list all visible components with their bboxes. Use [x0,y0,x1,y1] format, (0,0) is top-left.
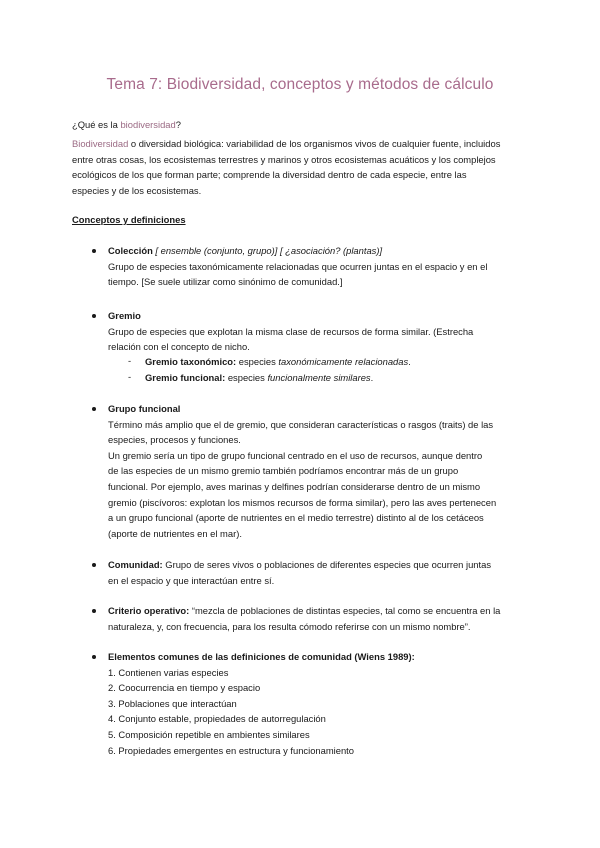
gremio-line-2: relación con el concepto de nicho. [108,341,250,353]
definition-line-1: o diversidad biológica: variabilidad de los organismos vivos de cualquier fuente, incluidos [128,138,501,149]
criterio-block [108,603,500,634]
gremio-sub-ital: taxonómicamente relacionadas [278,356,409,367]
grupo-funcional-block [108,401,496,541]
gremio-sub-label: Gremio taxonómico: [145,356,237,367]
grupo-funcional-line: de las especies de un mismo gremio también podríamos encontrar más de un grupo [108,465,459,477]
dash-marker: - [128,371,132,382]
coleccion-line-2: tiempo. [Se suele utilizar como sinónimo de comunidad.] [108,276,343,288]
bullet-dot [92,314,96,318]
criterio-label: Criterio operativo: [108,605,190,616]
gremio-block [108,308,473,355]
comunidad-label: Comunidad: [108,559,163,570]
definition-line-4: especies y de los ecosistemas. [72,184,202,196]
definition-line-3: ecológicos de los que forman parte; comprende la diversidad dentro de cada especie, entre las [72,169,467,181]
coleccion-label: Colección [108,245,153,256]
list-item: 3. Poblaciones que interactúan [108,697,237,709]
coleccion-block [108,243,487,290]
elementos-block [108,649,415,758]
coleccion-line-1: Grupo de especies taxonómicamente relacionadas que ocurren juntas en el espacio y en el [108,260,488,272]
gremio-sub-end: . [370,372,374,383]
comunidad-line-1: Grupo de seres vivos o poblaciones de diferentes especies que ocurren juntas [162,559,492,570]
gremio-sub-text: especies [225,372,268,383]
definition-paragraph [72,136,542,198]
comunidad-line-2: en el espacio y que interactúan entre sí. [108,574,275,586]
gremio-sub-end: . [408,356,411,367]
list-item: 2. Coocurrencia en tiempo y espacio [108,682,261,694]
bullet-dot [92,655,96,659]
list-item: 4. Conjunto estable, propiedades de autorregulación [108,713,326,725]
bullet-dot [92,407,96,411]
gremio-sub-label: Gremio funcional: [145,372,226,383]
comunidad-block [108,557,491,588]
grupo-funcional-line: especies, procesos y funciones. [108,434,241,446]
gremio-sub-ital: funcionalmente similares [267,372,371,383]
question-term: biodiversidad [120,119,176,130]
grupo-funcional-line: funcional. Por ejemplo, aves marinas y delfines podrían considerarse dentro de un mismo [108,480,481,492]
list-item: 5. Composición repetible en ambientes similares [108,728,310,740]
question-suffix: ? [175,119,181,130]
bullet-dot [92,609,96,613]
page-title: Tema 7: Biodiversidad, conceptos y métodos de cálculo [106,76,494,93]
bullet-dot [92,563,96,567]
elementos-label: Elementos comunes de las definiciones de comunidad (Wiens 1989): [108,651,415,662]
definition-line-2: entre otras cosas, los ecosistemas terrestres y marinos y otros ecosistemas acuáticos y los complejos [72,153,496,165]
list-item: 6. Propiedades emergentes en estructura y funcionamiento [108,744,354,756]
gremio-sub-text: especies [236,356,279,367]
grupo-funcional-line: (aporte de nutrientes en el mar). [108,527,242,539]
gremio-sub-item [145,370,373,386]
definition-term: Biodiversidad [72,138,129,149]
grupo-funcional-line: Un gremio sería un tipo de grupo funcional centrado en el uso de recursos, aunque dentro [108,449,483,461]
criterio-line-1: “mezcla de poblaciones de distintas especies, tal como se encuentra en la [189,605,501,616]
coleccion-note: [ ensemble (conjunto, grupo)] [ ¿asociación? (plantas)] [152,245,383,256]
list-item: 1. Contienen varias especies [108,666,229,678]
grupo-funcional-label: Grupo funcional [108,403,181,414]
gremio-label: Gremio [108,310,141,321]
section-heading: Conceptos y definiciones [72,214,186,225]
grupo-funcional-line: gremio (piscívoros: explotan los mismos recursos de forma similar), pero las aves pertenecen [108,496,497,508]
grupo-funcional-line: a un grupo funcional (aporte de nutrientes en el medio terrestre) distinto al de los cetáceos [108,512,484,524]
dash-marker: - [128,355,132,366]
question-line [72,117,181,133]
gremio-line-1: Grupo de especies que explotan la misma clase de recursos de forma similar. (Estrecha [108,325,474,337]
bullet-dot [92,249,96,253]
question-prefix: ¿Qué es la [72,119,121,130]
criterio-line-2: naturaleza, y, con frecuencia, para los resulta cómodo referirse con un mismo nombre”. [108,620,471,632]
grupo-funcional-line: Término más amplio que el de gremio, que consideran características o rasgos (traits) de las [108,418,494,430]
gremio-sub-item [145,354,411,370]
